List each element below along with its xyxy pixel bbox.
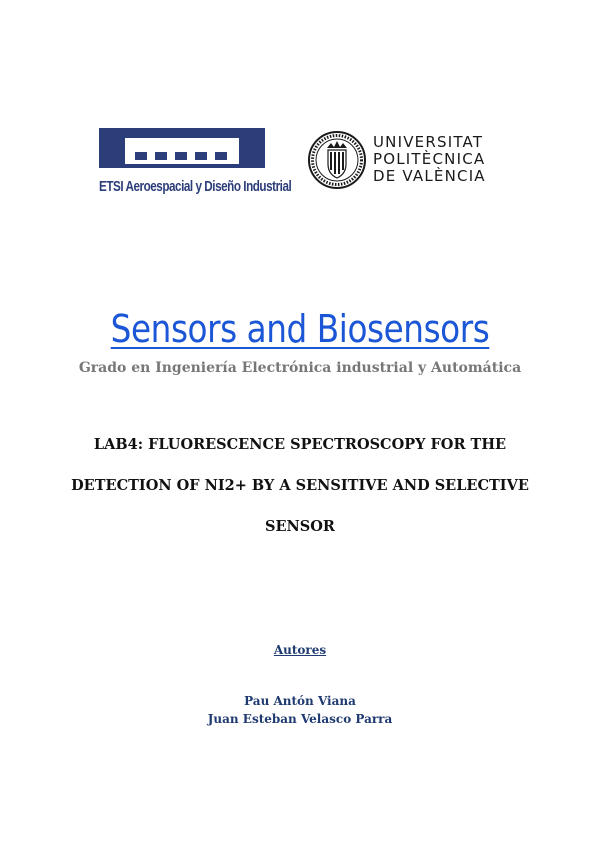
- upv-logo: [307, 130, 507, 196]
- document-title: Sensors and Biosensors: [110, 307, 490, 351]
- upv-name-line: POLITÈCNICA: [373, 150, 486, 168]
- degree-subtitle: Grado en Ingeniería Electrónica industrial y Automática: [78, 360, 522, 376]
- etsi-logo-text: ETSI Aeroespacial y Diseño Industrial: [99, 178, 292, 195]
- authors-list: [0, 692, 600, 728]
- etsi-logo: [99, 128, 299, 200]
- upv-name-line: UNIVERSITAT: [373, 133, 484, 151]
- author-name: Juan Esteban Velasco Parra: [207, 712, 393, 726]
- logos-row: [0, 128, 600, 208]
- etsi-building-icon: [99, 128, 269, 172]
- authors-heading: Autores: [273, 643, 327, 657]
- lab-title: LAB4: FLUORESCENCE SPECTROSCOPY FOR THE DETECTION OF NI2+ BY A SENSITIVE AND SELECTIVE SENSOR: [71, 436, 529, 535]
- upv-name: [373, 134, 486, 185]
- author-name: Pau Antón Viana: [244, 694, 356, 708]
- university-seal-icon: [307, 130, 367, 190]
- upv-name-line: DE VALÈNCIA: [373, 167, 486, 185]
